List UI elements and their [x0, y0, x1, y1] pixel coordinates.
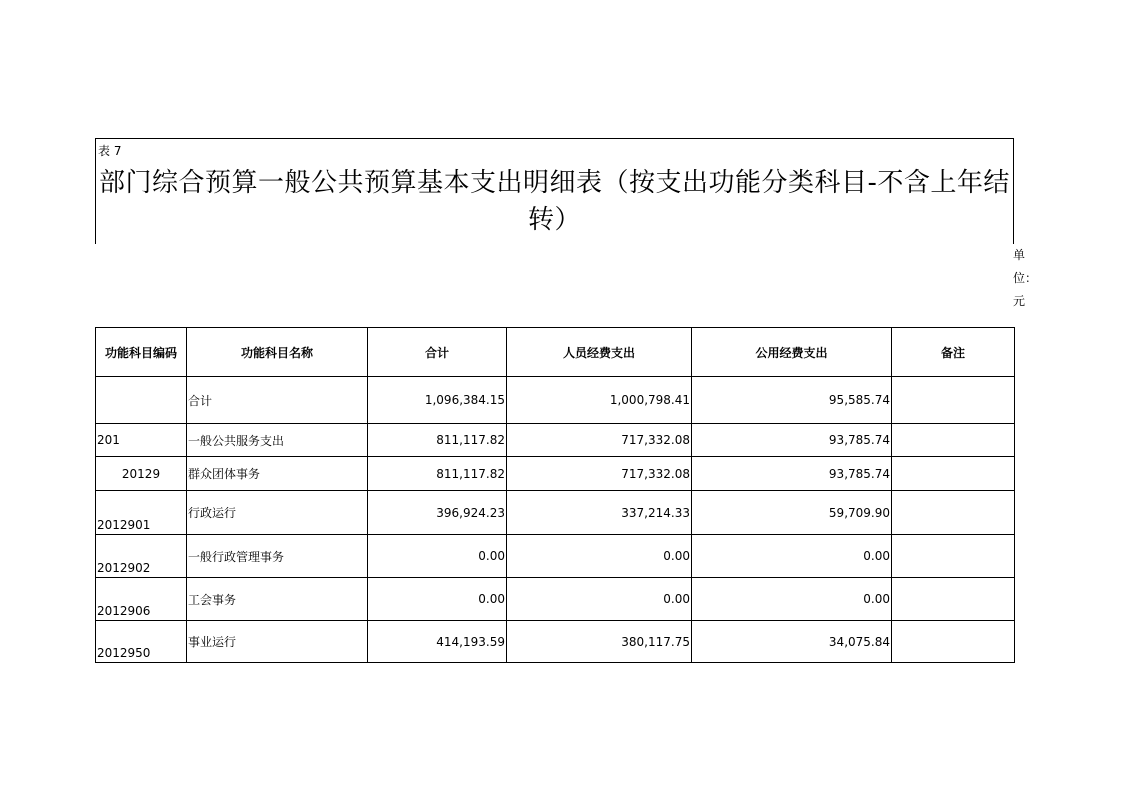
header-name: 功能科目名称: [187, 328, 368, 377]
unit-label-text: 单位：元: [1013, 248, 1038, 308]
table-row: [96, 424, 1015, 457]
cell-code: 2012950: [96, 621, 187, 663]
table-row: [96, 491, 1015, 535]
table-header-row: [96, 328, 1015, 377]
cell-personnel: 1,000,798.41: [507, 377, 692, 424]
cell-note: [892, 377, 1015, 424]
cell-public: 93,785.74: [692, 424, 892, 457]
table-row: [96, 457, 1015, 491]
cell-public: 0.00: [692, 535, 892, 578]
cell-name: 一般行政管理事务: [187, 535, 368, 578]
header-note: 备注: [892, 328, 1015, 377]
table-number: 表 7: [98, 144, 122, 158]
table-row: [96, 578, 1015, 621]
header-personnel: 人员经费支出: [507, 328, 692, 377]
cell-personnel: 0.00: [507, 578, 692, 621]
cell-personnel: 717,332.08: [507, 424, 692, 457]
cell-code: 2012906: [96, 578, 187, 621]
budget-table: [95, 327, 1015, 663]
cell-public: 95,585.74: [692, 377, 892, 424]
cell-code: [96, 377, 187, 424]
table-row: [96, 621, 1015, 663]
cell-personnel: 380,117.75: [507, 621, 692, 663]
cell-code: 2012901: [96, 491, 187, 535]
cell-code: 20129: [96, 457, 187, 491]
cell-public: 34,075.84: [692, 621, 892, 663]
cell-public: 0.00: [692, 578, 892, 621]
page-title: 部门综合预算一般公共预算基本支出明细表（按支出功能分类科目-不含上年结转）: [99, 168, 1010, 235]
cell-name: 行政运行: [187, 491, 368, 535]
cell-code: 201: [96, 424, 187, 457]
table-row: [96, 377, 1015, 424]
cell-total: 0.00: [368, 535, 507, 578]
header-public: 公用经费支出: [692, 328, 892, 377]
title-box: [95, 138, 1014, 244]
cell-note: [892, 578, 1015, 621]
cell-code: 2012902: [96, 535, 187, 578]
cell-name: 事业运行: [187, 621, 368, 663]
cell-total: 811,117.82: [368, 457, 507, 491]
cell-public: 93,785.74: [692, 457, 892, 491]
header-code: 功能科目编码: [96, 328, 187, 377]
cell-total: 811,117.82: [368, 424, 507, 457]
cell-note: [892, 535, 1015, 578]
cell-public: 59,709.90: [692, 491, 892, 535]
cell-personnel: 0.00: [507, 535, 692, 578]
cell-total: 414,193.59: [368, 621, 507, 663]
cell-note: [892, 424, 1015, 457]
unit-label: [1013, 244, 1038, 313]
table-row: [96, 535, 1015, 578]
cell-total: 396,924.23: [368, 491, 507, 535]
cell-note: [892, 621, 1015, 663]
cell-personnel: 717,332.08: [507, 457, 692, 491]
cell-total: 0.00: [368, 578, 507, 621]
cell-name: 群众团体事务: [187, 457, 368, 491]
cell-note: [892, 457, 1015, 491]
header-total: 合计: [368, 328, 507, 377]
cell-name: 合计: [187, 377, 368, 424]
cell-total: 1,096,384.15: [368, 377, 507, 424]
cell-note: [892, 491, 1015, 535]
cell-personnel: 337,214.33: [507, 491, 692, 535]
cell-name: 工会事务: [187, 578, 368, 621]
cell-name: 一般公共服务支出: [187, 424, 368, 457]
